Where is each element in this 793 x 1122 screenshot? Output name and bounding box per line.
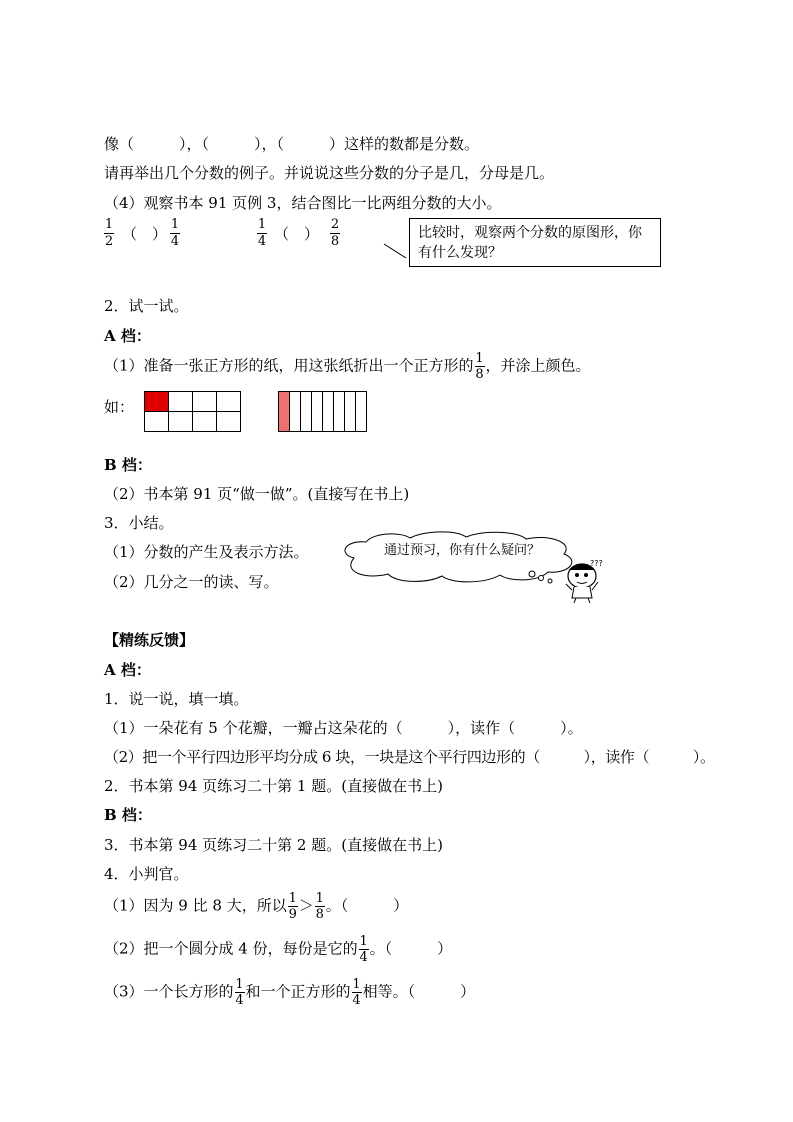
grid-cell (217, 392, 241, 412)
grid-cell (145, 412, 169, 432)
square-grid-eighths (144, 391, 241, 432)
a-level-label: A 档： (104, 327, 151, 345)
grid-cell (334, 392, 345, 432)
hint-box: 比较时，观察两个分数的原图形，你有什么发现？ (409, 218, 661, 267)
grid-cell (301, 392, 312, 432)
example-label: 如： (104, 398, 135, 416)
grid-cell (193, 392, 217, 412)
judge-item-2-tail: 。（ ） (369, 939, 453, 958)
grid-cell (356, 392, 367, 432)
summary-item-1: （1）分数的产生及表示方法。 (104, 543, 309, 561)
cartoon-thinking-boy (526, 560, 626, 604)
try-item-2: （2）书本第 91 页“做一做”。(直接写在书上) (104, 485, 410, 503)
fraction-1-4-d (235, 978, 245, 1007)
grid-cell (169, 392, 193, 412)
denominator: 8 (475, 367, 484, 382)
numerator: 1 (315, 891, 324, 906)
denominator: 2 (104, 234, 114, 249)
grid-cell (323, 392, 334, 432)
judge-item-1-tail: 。（ ） (325, 896, 409, 915)
a-level-label-2: A 档： (104, 661, 151, 679)
summary-title: 3．小结。 (104, 514, 174, 532)
compare-blank-2: （ ） (274, 225, 320, 243)
numerator: 1 (104, 217, 114, 232)
strip-grid-eighths (278, 391, 367, 432)
practice-title: 【精练反馈】 (104, 631, 195, 649)
denominator: 4 (359, 950, 368, 965)
practice-1-item-1: （1）一朵花有 5 个花瓣，一瓣占这朵花的（ ），读作（ ）。 (104, 719, 583, 737)
denominator: 4 (257, 234, 267, 249)
grid-cell-shaded (279, 392, 290, 432)
judge-item-3-tail: 相等。（ ） (362, 982, 476, 1001)
practice-3: 3．书本第 94 页练习二十第 2 题。(直接做在书上) (104, 836, 443, 854)
denominator: 8 (330, 234, 340, 249)
fraction-1-8-b (315, 892, 325, 921)
fraction-1-4-c (359, 935, 369, 964)
grid-cell (345, 392, 356, 432)
judge-item-1 (104, 892, 408, 921)
numerator: 1 (352, 977, 361, 992)
fraction-1-9 (288, 892, 298, 921)
callout-pointer (380, 236, 410, 262)
try-item-1-tail: ，并涂上颜色。 (485, 356, 591, 375)
fraction-1-8 (475, 352, 485, 381)
line-observe-example: （4）观察书本 91 页例 3，结合图比一比两组分数的大小。 (104, 194, 502, 212)
judge-item-3 (104, 978, 475, 1007)
fraction-2-8 (330, 218, 340, 249)
b-level-label: B 档： (104, 456, 152, 474)
practice-1-title: 1．说一说，填一填。 (104, 690, 249, 708)
denominator: 4 (352, 993, 361, 1008)
greater-than-sign: ＞ (298, 896, 314, 915)
svg-text:???: ??? (590, 560, 603, 568)
try-item-1-text: （1）准备一张正方形的纸，用这张纸折出一个正方形的 (104, 356, 474, 375)
numerator: 1 (475, 351, 484, 366)
grid-cell (217, 412, 241, 432)
numerator: 2 (330, 217, 340, 232)
try-item-1 (104, 352, 591, 381)
fraction-1-4-b (257, 218, 267, 249)
line-fraction-examples: 像（ ），（ ），（ ）这样的数都是分数。 (104, 135, 480, 153)
grid-cell (193, 412, 217, 432)
numerator: 1 (288, 891, 297, 906)
try-title: 2．试一试。 (104, 297, 189, 315)
numerator: 1 (359, 934, 368, 949)
denominator: 4 (235, 993, 244, 1008)
grid-cell-shaded (145, 392, 169, 412)
judge-item-3-text: （3）一个长方形的 (104, 982, 234, 1001)
line-more-examples: 请再举出几个分数的例子。并说说这些分数的分子是几，分母是几。 (104, 164, 555, 182)
b-level-label-2: B 档： (104, 806, 152, 824)
practice-1-item-2: （2）把一个平行四边形平均分成 6 块，一块是这个平行四边形的（ ），读作（ ）。 (104, 748, 715, 766)
grid-cell (312, 392, 323, 432)
numerator: 1 (170, 217, 180, 232)
fraction-1-4-e (352, 978, 362, 1007)
summary-item-2: （2）几分之一的读、写。 (104, 573, 279, 591)
practice-2: 2．书本第 94 页练习二十第 1 题。(直接做在书上) (104, 777, 443, 795)
practice-4-title: 4．小判官。 (104, 865, 189, 883)
judge-item-3-mid: 和一个正方形的 (245, 982, 351, 1001)
denominator: 4 (170, 234, 180, 249)
denominator: 9 (288, 907, 297, 922)
denominator: 8 (315, 907, 324, 922)
judge-item-2 (104, 935, 452, 964)
grid-cell (290, 392, 301, 432)
judge-item-2-text: （2）把一个圆分成 4 份，每份是它的 (104, 939, 358, 958)
judge-item-1-text: （1）因为 9 比 8 大，所以 (104, 896, 287, 915)
numerator: 1 (257, 217, 267, 232)
fraction-1-2 (104, 218, 114, 249)
grid-cell (169, 412, 193, 432)
thought-bubble-text: 通过预习，你有什么疑问？ (384, 543, 541, 558)
numerator: 1 (235, 977, 244, 992)
fraction-1-4 (170, 218, 180, 249)
compare-blank-1: （ ） (122, 225, 168, 243)
